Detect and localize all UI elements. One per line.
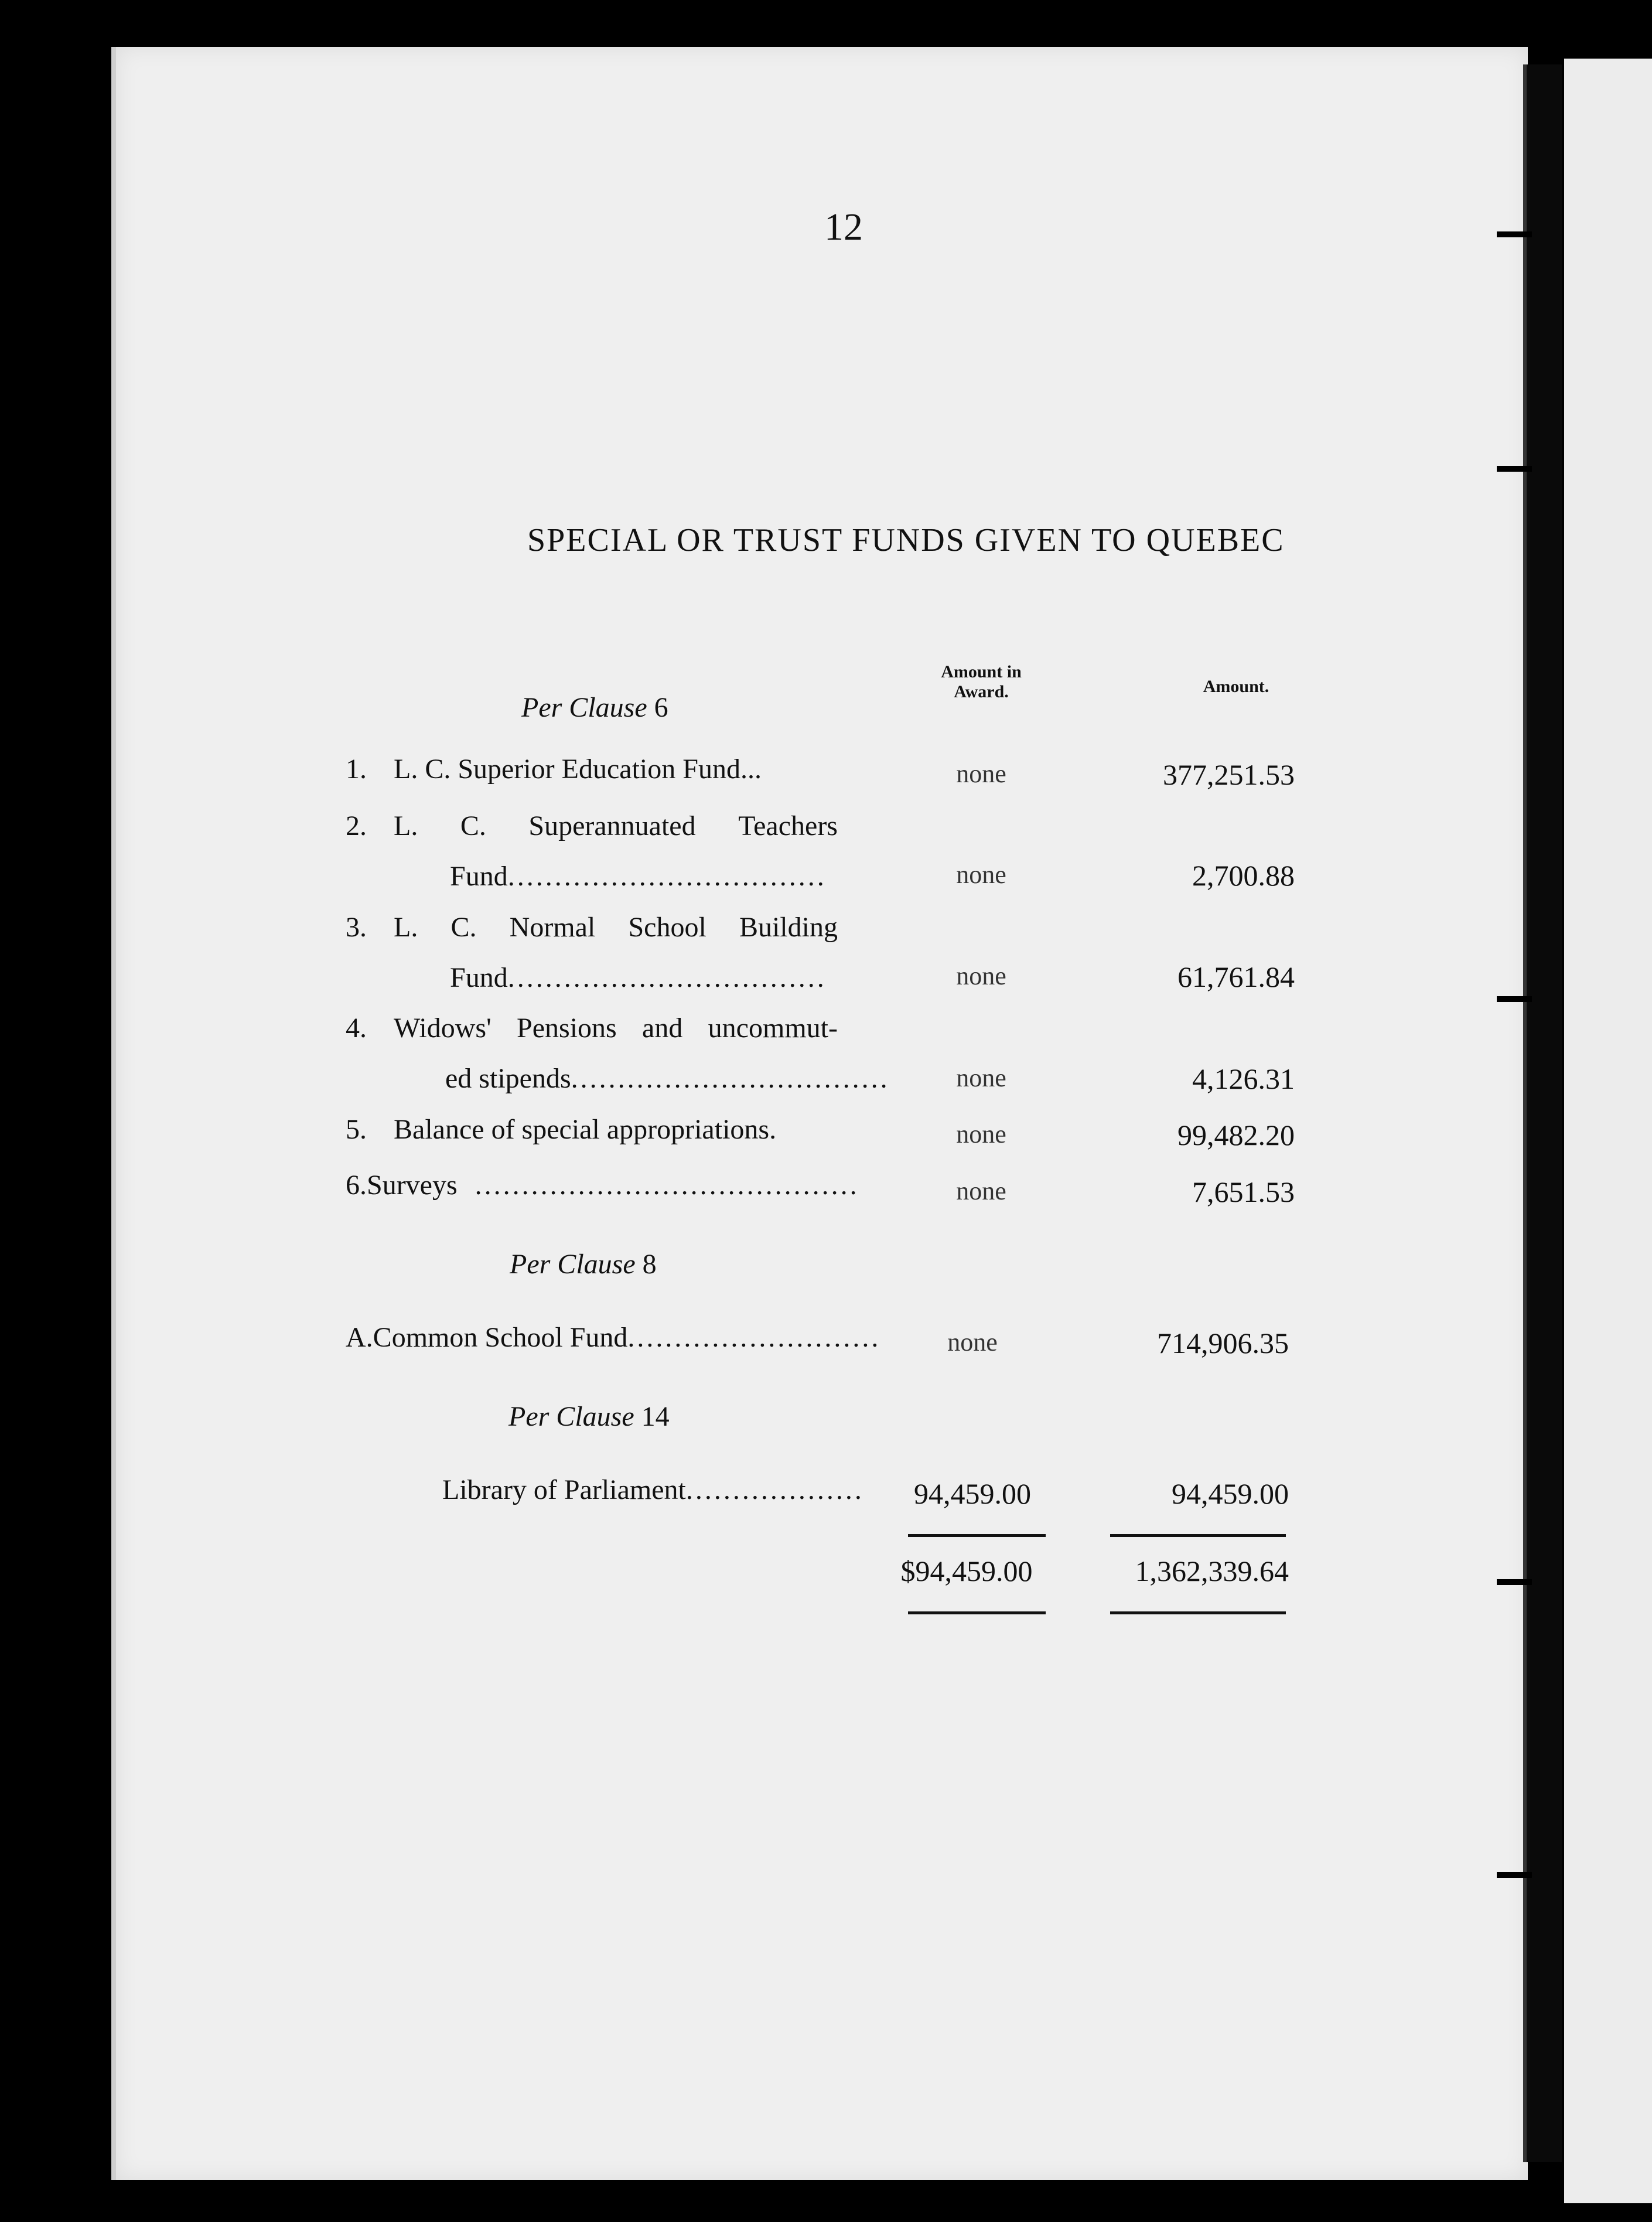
list-item [346,744,838,795]
clause-word: Per Clause [508,1401,634,1432]
amount-value: 377,251.53 [1163,758,1295,791]
amount-value: 94,459.00 [1172,1477,1289,1510]
total-rule [1110,1611,1286,1614]
item-label: Library of Parliament [442,1474,686,1505]
amount-column-header: Amount. [1203,677,1269,696]
list-item [346,1105,838,1155]
amount-value: 4,126.31 [1192,1062,1295,1095]
award-value: none [956,1177,1006,1205]
item-label: Balance of special appropriations. [394,1114,777,1145]
section-heading [508,1400,670,1433]
amount-value: 2,700.88 [1192,859,1295,892]
item-number: 6. [346,1170,367,1201]
amount-value: 7,651.53 [1192,1175,1295,1208]
award-column-header [914,662,1049,702]
amount-value: 61,761.84 [1177,960,1295,993]
award-value: none [956,1064,1006,1092]
award-value: none [956,759,1006,788]
item-number: A. [346,1322,373,1353]
amount-total: 1,362,339.64 [1135,1555,1289,1587]
item-label-continued: Fund [450,962,508,993]
clause-number: 6 [654,692,668,723]
item-label: Common School Fund [373,1322,628,1353]
list-item [346,1313,881,1363]
item-number: 1. [346,754,367,785]
item-number: 3. [346,912,367,943]
item-label: Widows' Pensions and uncommut- [394,1013,838,1044]
binding-tab [1497,1579,1532,1585]
page-binding-edge [1523,64,1562,2162]
amount-value: 714,906.35 [1157,1327,1289,1359]
item-label-continued: Fund [450,861,508,892]
leader-dots: ................... [685,1474,864,1505]
award-value: none [956,1120,1006,1149]
clause-word: Per Clause [510,1249,636,1280]
award-value: none [956,860,1006,889]
award-value: 94,459.00 [914,1477,1031,1510]
binding-tab [1497,466,1532,472]
item-label: L. C. Normal School Building [394,912,838,943]
clause-word: Per Clause [521,692,647,723]
leader-dots: .................................. [571,1063,890,1094]
clause-number: 14 [641,1401,670,1432]
page-number: 12 [824,206,863,248]
award-value: none [956,962,1006,990]
section-heading [521,691,668,724]
list-item [346,1160,859,1211]
total-rule [908,1611,1046,1614]
item-number: 4. [346,1013,367,1044]
binding-tab [1497,231,1532,237]
binding-tab [1497,996,1532,1002]
award-header-line: Award. [954,682,1009,701]
section-heading [510,1248,657,1280]
list-item [442,1465,864,1515]
list-item [346,801,838,902]
page-title: SPECIAL OR TRUST FUNDS GIVEN TO QUEBEC [527,522,1285,558]
item-label: L. C. Superior Education Fund... [394,754,762,785]
award-value: none [947,1328,998,1357]
leader-dots: .................................. [507,861,827,892]
item-number: 5. [346,1114,367,1145]
amount-value: 99,482.20 [1177,1119,1295,1151]
item-label: Surveys [367,1170,458,1201]
adjacent-page [1564,59,1652,2203]
leader-dots: ......................................... [475,1170,859,1201]
binding-tab [1497,1872,1532,1878]
leader-dots: .................................. [507,962,827,993]
list-item [346,1003,890,1104]
award-total: $94,459.00 [900,1555,1033,1587]
item-label: L. C. Superannuated Teachers [394,810,838,841]
clause-number: 8 [642,1249,657,1280]
item-number: 2. [346,810,367,841]
list-item [346,902,838,1003]
leader-dots: ........................... [627,1322,881,1353]
award-header-line: Amount in [941,662,1022,681]
sum-rule [908,1534,1046,1537]
sum-rule [1110,1534,1286,1537]
item-label-continued: ed stipends [445,1063,571,1094]
